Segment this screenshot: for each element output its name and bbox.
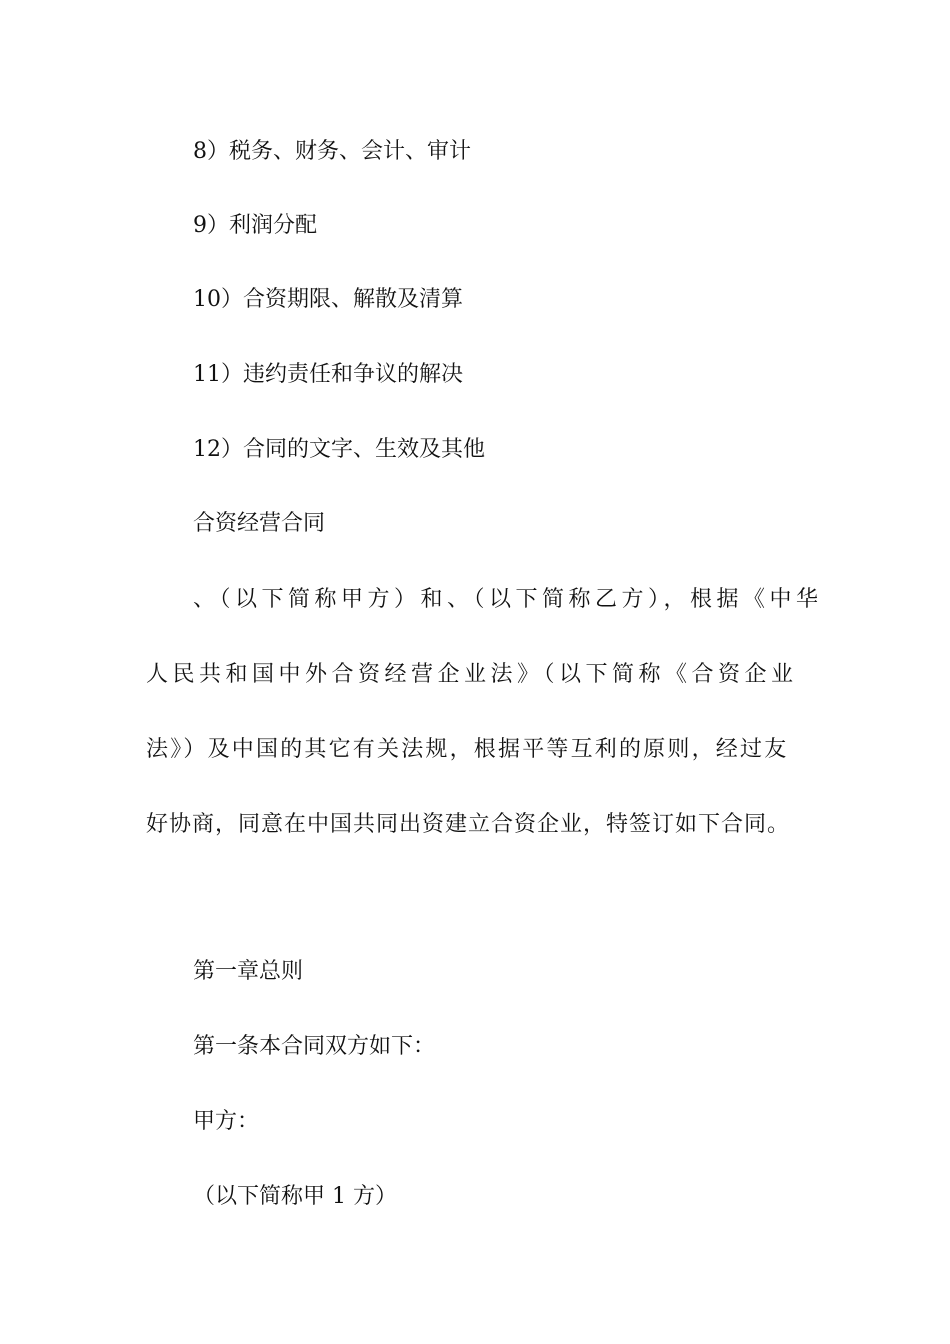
toc-item-8: 8）税务、财务、会计、审计	[193, 139, 471, 164]
toc-item-9: 9）利润分配	[193, 213, 317, 238]
preamble-line-3: 法》）及中国的其它有关法规，根据平等互利的原则，经过友	[146, 737, 789, 762]
toc-item-11: 11）违约责任和争议的解决	[193, 362, 463, 387]
party-a-label: 甲方：	[193, 1109, 260, 1134]
article-1: 第一条本合同双方如下：	[193, 1034, 436, 1059]
preamble-line-1: 、（以下简称甲方）和、（以下简称乙方），根据《中华	[193, 587, 823, 612]
party-a-note: （以下简称甲 1 方）	[193, 1184, 397, 1209]
preamble-line-2: 人民共和国中外合资经营企业法》（以下简称《合资企业	[146, 662, 798, 687]
toc-item-12: 12）合同的文字、生效及其他	[193, 437, 485, 462]
toc-item-10: 10）合资期限、解散及清算	[193, 287, 463, 312]
chapter-title: 第一章总则	[193, 959, 304, 984]
preamble-line-4: 好协商，同意在中国共同出资建立合资企业，特签订如下合同。	[146, 812, 791, 837]
contract-title: 合资经营合同	[193, 511, 326, 536]
